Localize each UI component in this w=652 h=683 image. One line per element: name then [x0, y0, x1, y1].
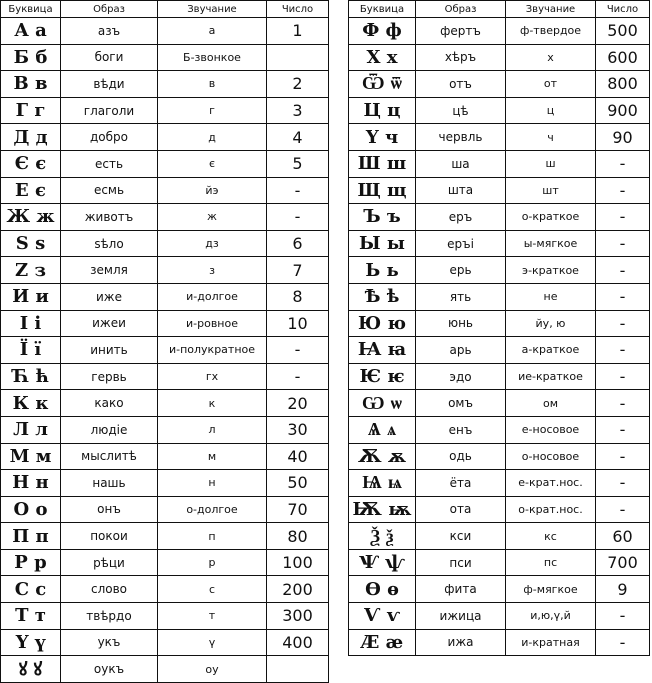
sound-cell: ш: [506, 150, 596, 177]
letter-name-cell: цѣ: [416, 97, 506, 124]
table-row: [349, 97, 650, 124]
number-value-cell: -: [596, 363, 650, 390]
letter-cell: Ѫ ѫ: [349, 443, 416, 470]
number-value-cell: -: [267, 204, 329, 231]
letter-name-cell: ерь: [416, 257, 506, 284]
letter-cell: Ф ф: [349, 18, 416, 45]
sound-cell: гх: [158, 363, 267, 390]
letter-cell: Ш ш: [349, 150, 416, 177]
number-value-cell: 100: [267, 549, 329, 576]
table-row: [1, 603, 329, 630]
number-value-cell: -: [596, 310, 650, 337]
sound-cell: и-ровное: [158, 310, 267, 337]
header-number: Число: [267, 1, 329, 18]
sound-cell: л: [158, 416, 267, 443]
table-row: [1, 496, 329, 523]
table-row: [1, 44, 329, 71]
number-value-cell: 7: [267, 257, 329, 284]
number-value-cell: 200: [267, 576, 329, 603]
right-table-body: [349, 18, 650, 656]
header-letter: Буквица: [1, 1, 61, 18]
sound-cell: ү: [158, 629, 267, 656]
letter-cell: Ѩ ѩ: [349, 470, 416, 497]
sound-cell: х: [506, 44, 596, 71]
letter-cell: І і: [1, 310, 61, 337]
letter-name-cell: покои: [61, 523, 158, 550]
letter-name-cell: онъ: [61, 496, 158, 523]
letter-cell: Т т: [1, 603, 61, 630]
header-name: Образ: [416, 1, 506, 18]
table-row: [1, 443, 329, 470]
letter-cell: Ѡ ѡ: [349, 390, 416, 417]
table-row: [1, 18, 329, 45]
letter-cell: Ѭ ѭ: [349, 496, 416, 523]
table-row: [349, 230, 650, 257]
sound-cell: с: [158, 576, 267, 603]
number-value-cell: 600: [596, 44, 650, 71]
table-row: [1, 230, 329, 257]
number-value-cell: 40: [267, 443, 329, 470]
letter-name-cell: эдо: [416, 363, 506, 390]
letter-name-cell: ша: [416, 150, 506, 177]
sound-cell: и-кратная: [506, 629, 596, 656]
number-value-cell: -: [596, 416, 650, 443]
letter-cell: А а: [1, 18, 61, 45]
letter-name-cell: кси: [416, 523, 506, 550]
letter-name-cell: боги: [61, 44, 158, 71]
letter-cell: Ꙗ ꙗ: [349, 337, 416, 364]
sound-cell: пс: [506, 549, 596, 576]
table-row: [1, 150, 329, 177]
letter-cell: Е є: [1, 177, 61, 204]
sound-cell: к: [158, 390, 267, 417]
table-row: [1, 283, 329, 310]
right-alphabet-table: [348, 0, 650, 656]
number-value-cell: -: [596, 177, 650, 204]
sound-cell: и-долгое: [158, 283, 267, 310]
table-row: [1, 71, 329, 98]
table-row: [349, 576, 650, 603]
sound-cell: з: [158, 257, 267, 284]
letter-cell: S s: [1, 230, 61, 257]
number-value-cell: 5: [267, 150, 329, 177]
number-value-cell: 20: [267, 390, 329, 417]
letter-name-cell: иже: [61, 283, 158, 310]
number-value-cell: 9: [596, 576, 650, 603]
letter-cell: В в: [1, 71, 61, 98]
letter-cell: П п: [1, 523, 61, 550]
number-value-cell: 80: [267, 523, 329, 550]
table-row: [349, 310, 650, 337]
table-row: [349, 71, 650, 98]
letter-cell: Ү ч: [349, 124, 416, 151]
sound-cell: в: [158, 71, 267, 98]
letter-cell: О о: [1, 496, 61, 523]
letter-cell: Ѿ ѿ: [349, 71, 416, 98]
table-row: [1, 470, 329, 497]
table-row: [1, 310, 329, 337]
letter-name-cell: мыслитѣ: [61, 443, 158, 470]
table-row: [1, 576, 329, 603]
letter-name-cell: слово: [61, 576, 158, 603]
letter-name-cell: рѣци: [61, 549, 158, 576]
letter-name-cell: ижа: [416, 629, 506, 656]
letter-cell: Ѧ ѧ: [349, 416, 416, 443]
sound-cell: и-полукратное: [158, 337, 267, 364]
letter-name-cell: хѣръ: [416, 44, 506, 71]
table-row: [349, 257, 650, 284]
table-row: [1, 390, 329, 417]
table-row: [349, 124, 650, 151]
table-row: [349, 470, 650, 497]
letter-cell: Ь ь: [349, 257, 416, 284]
number-value-cell: 30: [267, 416, 329, 443]
header-row: [349, 1, 650, 18]
letter-name-cell: ёта: [416, 470, 506, 497]
table-row: [1, 177, 329, 204]
number-value-cell: -: [267, 177, 329, 204]
number-value-cell: 70: [267, 496, 329, 523]
sound-cell: ц: [506, 97, 596, 124]
number-value-cell: 700: [596, 549, 650, 576]
letter-cell: Ц ц: [349, 97, 416, 124]
header-letter: Буквица: [349, 1, 416, 18]
left-table-body: [1, 18, 329, 683]
number-value-cell: -: [596, 257, 650, 284]
number-value-cell: 6: [267, 230, 329, 257]
letter-cell: Б б: [1, 44, 61, 71]
table-row: [349, 496, 650, 523]
letter-cell: Ї ї: [1, 337, 61, 364]
letter-name-cell: червль: [416, 124, 506, 151]
letter-name-cell: фита: [416, 576, 506, 603]
letter-cell: Р р: [1, 549, 61, 576]
letter-name-cell: есть: [61, 150, 158, 177]
number-value-cell: 90: [596, 124, 650, 151]
sound-cell: и,ю,ү,й: [506, 603, 596, 630]
letter-cell: Д д: [1, 124, 61, 151]
letter-name-cell: ота: [416, 496, 506, 523]
number-value-cell: 2: [267, 71, 329, 98]
number-value-cell: -: [596, 603, 650, 630]
sound-cell: є: [158, 150, 267, 177]
number-value-cell: 3: [267, 97, 329, 124]
letter-name-cell: ижеи: [61, 310, 158, 337]
letter-cell: Ѣ ѣ: [349, 283, 416, 310]
header-sound: Звучание: [506, 1, 596, 18]
letter-name-cell: еръі: [416, 230, 506, 257]
sound-cell: ы-мягкое: [506, 230, 596, 257]
letter-cell: Ү ү: [1, 629, 61, 656]
sound-cell: э-краткое: [506, 257, 596, 284]
table-gap: [329, 0, 347, 633]
letter-name-cell: глаголи: [61, 97, 158, 124]
sound-cell: ж: [158, 204, 267, 231]
sound-cell: ом: [506, 390, 596, 417]
number-value-cell: -: [596, 629, 650, 656]
table-row: [1, 523, 329, 550]
table-row: [1, 416, 329, 443]
number-value-cell: -: [596, 496, 650, 523]
letter-name-cell: sѣло: [61, 230, 158, 257]
sound-cell: шт: [506, 177, 596, 204]
table-row: [349, 337, 650, 364]
sound-cell: ие-краткое: [506, 363, 596, 390]
number-value-cell: 900: [596, 97, 650, 124]
number-value-cell: -: [596, 337, 650, 364]
sound-cell: а-краткое: [506, 337, 596, 364]
table-row: [349, 523, 650, 550]
number-value-cell: -: [596, 443, 650, 470]
letter-cell: Ћ ћ: [1, 363, 61, 390]
sound-cell: не: [506, 283, 596, 310]
sound-cell: от: [506, 71, 596, 98]
table-row: [1, 629, 329, 656]
number-value-cell: -: [596, 230, 650, 257]
table-row: [349, 177, 650, 204]
table-row: [1, 204, 329, 231]
number-value-cell: -: [596, 283, 650, 310]
sound-cell: йу, ю: [506, 310, 596, 337]
number-value-cell: 60: [596, 523, 650, 550]
letter-name-cell: како: [61, 390, 158, 417]
table-row: [349, 549, 650, 576]
letter-cell: Ѳ ѳ: [349, 576, 416, 603]
letter-cell: Н н: [1, 470, 61, 497]
letter-name-cell: твѣрдо: [61, 603, 158, 630]
letter-cell: Ъ ъ: [349, 204, 416, 231]
letter-name-cell: нашь: [61, 470, 158, 497]
letter-name-cell: добро: [61, 124, 158, 151]
letter-cell: Ѱ ѱ: [349, 549, 416, 576]
letter-name-cell: вѣди: [61, 71, 158, 98]
number-value-cell: 800: [596, 71, 650, 98]
sound-cell: м: [158, 443, 267, 470]
table-row: [1, 97, 329, 124]
table-row: [1, 363, 329, 390]
sound-cell: ф-мягкое: [506, 576, 596, 603]
letter-name-cell: укъ: [61, 629, 158, 656]
number-value-cell: 4: [267, 124, 329, 151]
number-value-cell: 400: [267, 629, 329, 656]
letter-name-cell: азъ: [61, 18, 158, 45]
sound-cell: н: [158, 470, 267, 497]
sound-cell: е-крат.нос.: [506, 470, 596, 497]
sound-cell: о-крат.нос.: [506, 496, 596, 523]
number-value-cell: [267, 44, 329, 71]
number-value-cell: -: [596, 470, 650, 497]
sound-cell: о-краткое: [506, 204, 596, 231]
number-value-cell: -: [596, 150, 650, 177]
letter-name-cell: шта: [416, 177, 506, 204]
table-row: [349, 150, 650, 177]
sound-cell: оу: [158, 656, 267, 683]
letter-cell: К к: [1, 390, 61, 417]
table-row: [1, 656, 329, 683]
number-value-cell: 300: [267, 603, 329, 630]
table-row: [349, 363, 650, 390]
letter-name-cell: еръ: [416, 204, 506, 231]
letter-cell: Ж ж: [1, 204, 61, 231]
letter-cell: Г г: [1, 97, 61, 124]
sound-cell: кс: [506, 523, 596, 550]
table-row: [1, 337, 329, 364]
letter-name-cell: гервь: [61, 363, 158, 390]
number-value-cell: -: [596, 390, 650, 417]
table-row: [349, 390, 650, 417]
table-row: [349, 603, 650, 630]
letter-name-cell: ижица: [416, 603, 506, 630]
sound-cell: йэ: [158, 177, 267, 204]
letter-cell: Ѯ ѯ: [349, 523, 416, 550]
letter-cell: Ѵ ѵ: [349, 603, 416, 630]
letter-cell: Ю ю: [349, 310, 416, 337]
sound-cell: д: [158, 124, 267, 151]
letter-cell: Х х: [349, 44, 416, 71]
letter-name-cell: людiе: [61, 416, 158, 443]
header-row: [1, 1, 329, 18]
sound-cell: ф-твердое: [506, 18, 596, 45]
table-row: [349, 283, 650, 310]
number-value-cell: 10: [267, 310, 329, 337]
sound-cell: а: [158, 18, 267, 45]
letter-name-cell: арь: [416, 337, 506, 364]
letter-name-cell: юнь: [416, 310, 506, 337]
letter-name-cell: животъ: [61, 204, 158, 231]
header-number: Число: [596, 1, 650, 18]
table-row: [1, 257, 329, 284]
letter-cell: М м: [1, 443, 61, 470]
number-value-cell: -: [267, 337, 329, 364]
letter-name-cell: инить: [61, 337, 158, 364]
sound-cell: г: [158, 97, 267, 124]
letter-name-cell: фертъ: [416, 18, 506, 45]
table-row: [1, 549, 329, 576]
sound-cell: т: [158, 603, 267, 630]
header-name: Образ: [61, 1, 158, 18]
letter-cell: Ѥ ѥ: [349, 363, 416, 390]
number-value-cell: 500: [596, 18, 650, 45]
letter-cell: Ы ы: [349, 230, 416, 257]
letter-name-cell: есмь: [61, 177, 158, 204]
letter-cell: ꙋ ꙋ: [1, 656, 61, 683]
sound-cell: дз: [158, 230, 267, 257]
sound-cell: о-долгое: [158, 496, 267, 523]
table-row: [349, 416, 650, 443]
letter-name-cell: земля: [61, 257, 158, 284]
number-value-cell: [267, 656, 329, 683]
letter-cell: Щ щ: [349, 177, 416, 204]
header-sound: Звучание: [158, 1, 267, 18]
number-value-cell: -: [267, 363, 329, 390]
letter-cell: Z з: [1, 257, 61, 284]
number-value-cell: 8: [267, 283, 329, 310]
letter-name-cell: енъ: [416, 416, 506, 443]
sound-cell: о-носовое: [506, 443, 596, 470]
table-row: [349, 443, 650, 470]
table-row: [349, 629, 650, 656]
sound-cell: п: [158, 523, 267, 550]
letter-cell: Є є: [1, 150, 61, 177]
number-value-cell: 1: [267, 18, 329, 45]
sound-cell: е-носовое: [506, 416, 596, 443]
letter-cell: Л л: [1, 416, 61, 443]
letter-cell: С с: [1, 576, 61, 603]
number-value-cell: -: [596, 204, 650, 231]
letter-name-cell: оукъ: [61, 656, 158, 683]
letter-name-cell: одь: [416, 443, 506, 470]
letter-name-cell: ять: [416, 283, 506, 310]
table-row: [1, 124, 329, 151]
table-row: [349, 44, 650, 71]
number-value-cell: 50: [267, 470, 329, 497]
letter-name-cell: омъ: [416, 390, 506, 417]
sound-cell: р: [158, 549, 267, 576]
sound-cell: Б-звонкое: [158, 44, 267, 71]
table-row: [349, 204, 650, 231]
sound-cell: ч: [506, 124, 596, 151]
letter-cell: Ӕ ӕ: [349, 629, 416, 656]
table-row: [349, 18, 650, 45]
letter-name-cell: пси: [416, 549, 506, 576]
letter-name-cell: отъ: [416, 71, 506, 98]
letter-cell: И и: [1, 283, 61, 310]
